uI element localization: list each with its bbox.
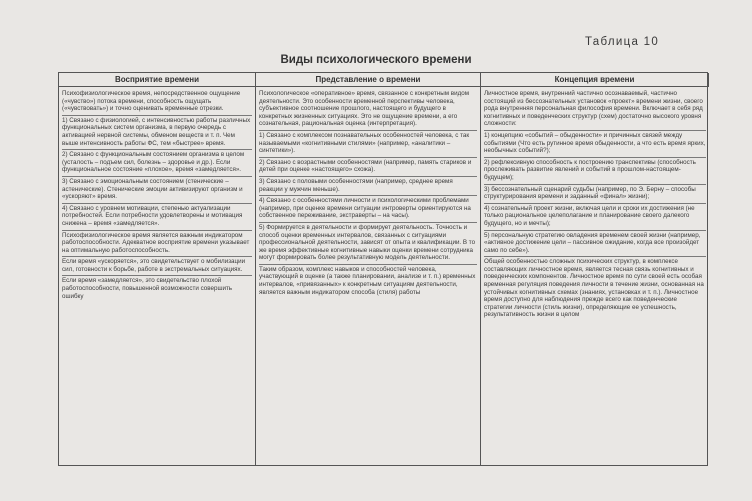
table-cell-paragraph: Психологическое «оперативное» время, связанное с конкретным видом деятельности. Это особенности временной перспективы человека, субъективное соотношение прошлого, настоящего и будущего в конкретных жизненных ситуациях. Это не ощущение времени, а его сознательная, рациональная оценка (интерпретация). [259, 89, 477, 131]
header-concept: Концепция времени [481, 73, 709, 87]
table-cell-paragraph: Общей особенностью сложных психических структур, в комплексе составляющих личностное время, является тесная связь когнитивных и поведенческих компонентов. Личностное время по сути своей есть особая временная регуляция поведения личности в течение жизни, основанная на устойчивых когнитивных схемах (знаниях, установках и т. п.). Личностное время доступно для наблюдения прежде всего как поведенческие стратегии личности (стиль жизни), определяющие ее успешность, результативность жизни в целом [484, 258, 704, 319]
table-cell-paragraph: 4) сознательный проект жизни, включая цели и сроки их достижения (не только рациональное целеполагание и планирование своего далекого будущего, но и мечты); [484, 204, 706, 231]
table-cell-paragraph: 2) Связано с возрастными особенностями (например, память стариков и детей при оценке «настоящего» схожа). [259, 158, 477, 177]
column-concept [481, 87, 709, 465]
column-representation [256, 87, 481, 465]
table-cell-paragraph: 2) рефлексивную способность к построению транспективы (способность прослеживать развитие явлений и событий в прошлом-настоящем-будущем); [484, 158, 706, 185]
column-perception [59, 87, 256, 465]
table-cell-paragraph: Если время «замедляется», это свидетельство плохой работоспособности, повышенной возможности совершить ошибку [62, 277, 233, 300]
table-cell-paragraph: 5) Формируется в деятельности и формирует деятельность. Точность и способ оценки временных интервалов, связанных с ситуациями профессиональной деятельности, зависят от опыта и квалификации. В то же время эффективные когнитивные навыки оценки времени сотрудника могут формировать более результативную модель деятельности. [259, 223, 477, 265]
table-cell-paragraph: 3) Связано с эмоциональным состоянием (стенические – астенические). Стенические эмоции активизируют организм и «ускоряют» время. [62, 177, 252, 204]
table-cell-paragraph: Психофизиологическое время является важным индикатором работоспособности. Адекватное восприятие времени указывает на оптимальную работоспособность. [62, 231, 252, 258]
header-representation: Представление о времени [256, 73, 481, 87]
table-cell-paragraph: Личностное время, внутренний частично осознаваемый, частично состоящий из бессознательных установок «проект» времени жизни, своего рода внутренняя персональная философия времени. Включает в себя ряд когнитивных и поведенческих структур (схем) достаточно высокого уровня сложности: [484, 89, 706, 131]
table-cell-paragraph: 5) персональную стратегию овладения временем своей жизни (например, «активное достижение цели – пассивное ожидание, когда все произойдет само по себе»). [484, 231, 706, 258]
table-cell-paragraph: Если время «ускоряется», это свидетельствует о мобилизации сил, готовности к борьбе, работе в экстремальных ситуациях. [62, 257, 252, 276]
header-perception: Восприятие времени [59, 73, 256, 87]
table-cell-paragraph: 4) Связано с уровнем мотивации, степенью актуализации потребностей. Если потребности удовлетворены и мотивация снижена – время «замедляется». [62, 204, 252, 231]
table-cell-paragraph: 4) Связано с особенностями личности и психологическими проблемами (например, при оценке времени ситуации интроверты ориентируются на собственное переживание, экстраверты – на часы). [259, 196, 477, 223]
table-cell-paragraph: 3) бессознательный сценарий судьбы (например, по Э. Берну – способы структурирования времени и заданный «финал» жизни); [484, 185, 706, 204]
table-cell-paragraph: 1) концепцию «событий – обыденности» и причинных связей между событиями (Что есть рутинное время обыденности, а что есть время ярких, необычных событий?); [484, 131, 706, 158]
table-cell-paragraph: 2) Связано с функциональным состоянием организма в целом (усталость – подъем сил, болезнь – здоровье и др.). Если функциональное состояние «плохое», время «замедляется». [62, 150, 252, 177]
table-number: Таблица 10 [585, 36, 660, 48]
table-cell-paragraph: Таким образом, комплекс навыков и способностей человека, участвующий в оценке (а также планировании, анализе и т. п.) временных интервалов, «привязанных» к конкретным ситуациям деятельности, является важным индикатором способа (стиля) работы [259, 265, 476, 296]
table-cell-paragraph: 1) Связано с физиологией, с интенсивностью работы различных функциональных систем организма, в первую очередь с активацией нервной системы, обменом веществ и т. п. Чем выше интенсивность работы ФС, тем «быстрее» время. [62, 116, 252, 150]
table-title: Виды психологического времени [280, 54, 472, 66]
table-cell-paragraph: 1) Связано с комплексом познавательных особенностей человека, с так называемыми «когнитивными стилями» (например, «аналитики – синтетики»). [259, 131, 477, 158]
table-cell-paragraph: 3) Связано с половыми особенностями (например, среднее время реакции у мужчин меньше). [259, 177, 477, 196]
table-cell-paragraph: Психофизиологическое время, непосредственное ощущение («чувство») потока времени, способность ощущать («чувствовать») и точно оценивать временные отрезки. [62, 89, 252, 116]
time-types-table [58, 72, 708, 466]
